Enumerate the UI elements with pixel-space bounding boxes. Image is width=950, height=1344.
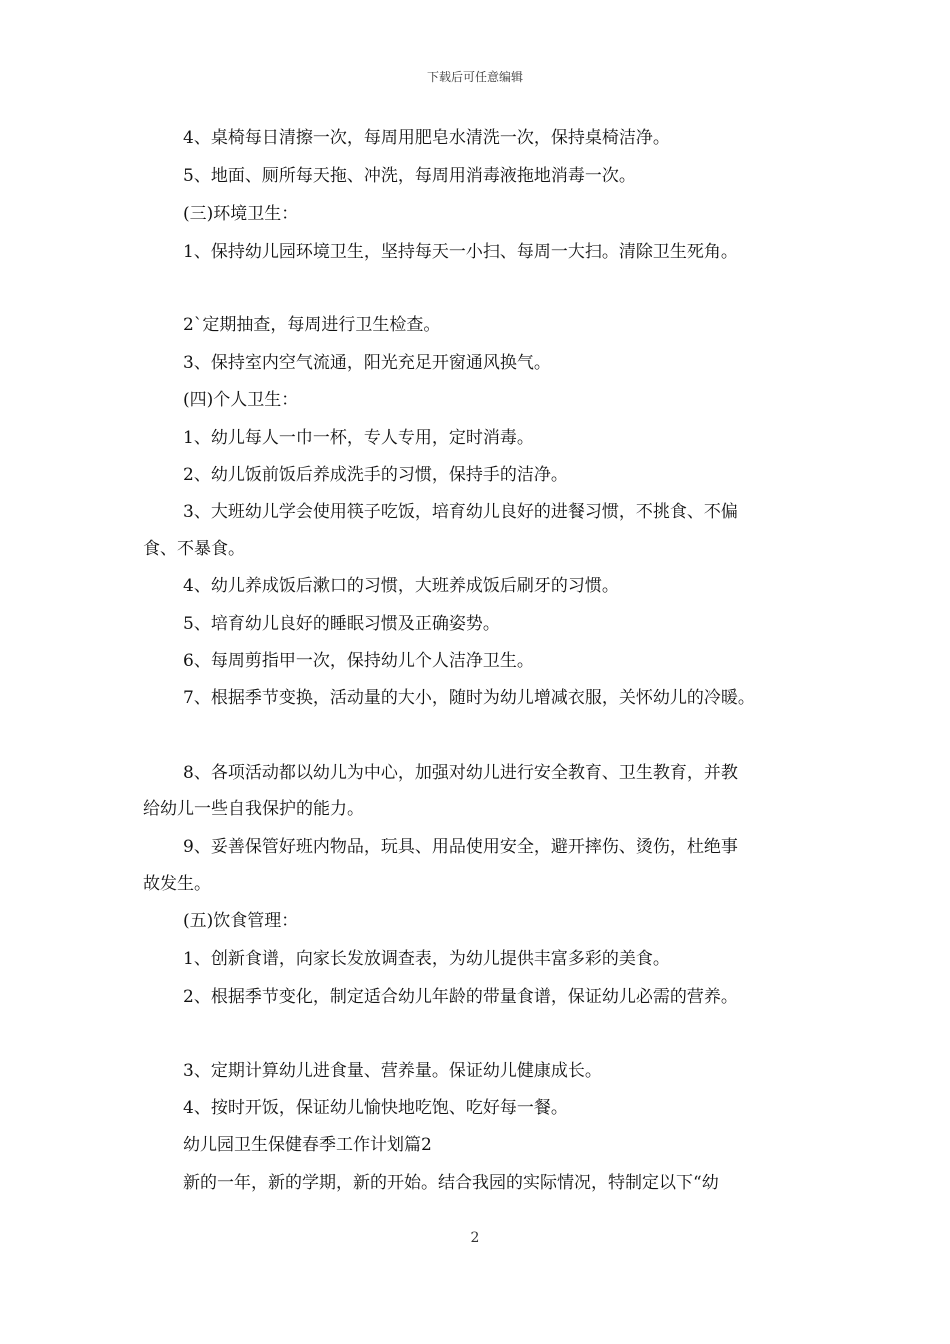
paragraph-line: 1、幼儿每人一巾一杯，专人专用，定时消毒。 [183, 428, 534, 448]
paragraph-line: 5、培育幼儿良好的睡眠习惯及正确姿势。 [183, 614, 500, 634]
paragraph-line: 6、每周剪指甲一次，保持幼儿个人洁净卫生。 [183, 651, 534, 671]
paragraph-line: 4、桌椅每日清擦一次，每周用肥皂水清洗一次，保持桌椅洁净。 [183, 128, 670, 148]
paragraph-line: 5、地面、厕所每天拖、冲洗，每周用消毒液拖地消毒一次。 [183, 166, 636, 186]
paragraph-line: 2`定期抽查，每周进行卫生检查。 [183, 315, 441, 335]
paragraph-line: 1、创新食谱，向家长发放调查表，为幼儿提供丰富多彩的美食。 [183, 949, 670, 969]
paragraph-line: 4、幼儿养成饭后漱口的习惯，大班养成饭后刷牙的习惯。 [183, 576, 619, 596]
paragraph-line: 2、根据季节变化，制定适合幼儿年龄的带量食谱，保证幼儿必需的营养。 [183, 987, 738, 1007]
page-number: 2 [470, 1230, 480, 1246]
section-heading: (三)环境卫生： [183, 204, 299, 224]
paragraph-line: 故发生。 [143, 874, 211, 894]
section-heading: (五)饮食管理： [183, 911, 299, 931]
paragraph-line: 9、妥善保管好班内物品，玩具、用品使用安全，避开摔伤、烫伤，杜绝事 [183, 837, 738, 857]
page-header: 下载后可任意编辑 [426, 70, 523, 84]
article-title: 幼儿园卫生保健春季工作计划篇2 [183, 1135, 432, 1155]
paragraph-line: 3、保持室内空气流通，阳光充足开窗通风换气。 [183, 353, 551, 373]
paragraph-line: 7、根据季节变换，活动量的大小，随时为幼儿增减衣服，关怀幼儿的冷暖。 [183, 688, 755, 708]
paragraph-line: 给幼儿一些自我保护的能力。 [143, 799, 364, 819]
paragraph-line: 新的一年，新的学期，新的开始。结合我园的实际情况，特制定以下“幼 [183, 1173, 719, 1193]
paragraph-line: 4、按时开饭，保证幼儿愉快地吃饱、吃好每一餐。 [183, 1098, 568, 1118]
section-heading: (四)个人卫生： [183, 390, 299, 410]
paragraph-line: 3、大班幼儿学会使用筷子吃饭，培育幼儿良好的进餐习惯，不挑食、不偏 [183, 502, 738, 522]
paragraph-line: 2、幼儿饭前饭后养成洗手的习惯，保持手的洁净。 [183, 465, 568, 485]
paragraph-line: 1、保持幼儿园环境卫生，坚持每天一小扫、每周一大扫。清除卫生死角。 [183, 242, 738, 262]
paragraph-line: 食、不暴食。 [143, 539, 245, 559]
paragraph-line: 8、各项活动都以幼儿为中心，加强对幼儿进行安全教育、卫生教育，并教 [183, 763, 738, 783]
paragraph-line: 3、定期计算幼儿进食量、营养量。保证幼儿健康成长。 [183, 1061, 602, 1081]
